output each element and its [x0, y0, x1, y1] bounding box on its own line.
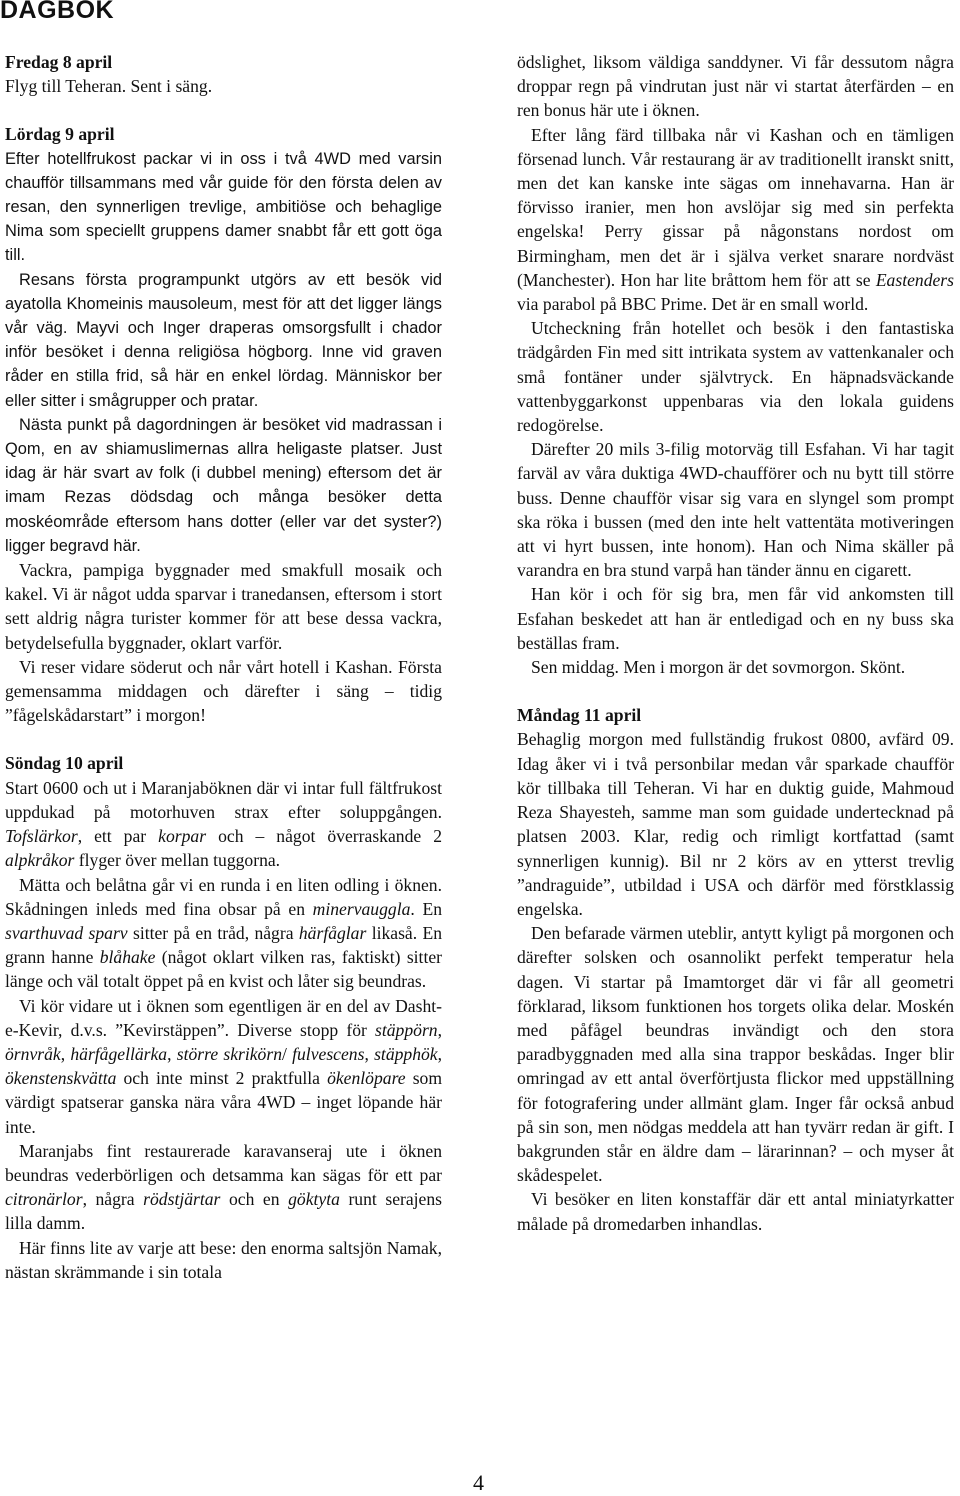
paragraph: Vi kör vidare ut i öknen som egentligen är en del av Dasht-e-Kevir, d.v.s. ”Kevirstäppen”. Diverse stopp för stäppörn, örnvråk, härfågellärka, större skrikörn/ fulvescens, stäpphök, ökenstenskvätta och inte minst 2 praktfulla ökenlöpare som värdigt spatserar ganska nära våra 4WD – inget löpande här inte.	[5, 995, 443, 1137]
paragraph: Maranjabs fint restaurerade karavanseraj ute i öknen beundras vederbörligen och detsamma kan sägas för ett par citronärlor, några rödstjärtar och en göktyta runt serajens lilla damm.	[5, 1140, 443, 1234]
paragraph: Därefter 20 mils 3-filig motorväg till Esfahan. Vi har tagit farväl av våra duktiga 4WD-chaufförer och nu bytt till större buss. Denne chaufför visar sig vara en slyngel som prompt ska röka i bussen (med den inte helt vattentäta motiveringen att vi hyrt bussen, inte honom). Han och Nima skäller på varandra en bra stund varpå han tänder ännu en cigarett.	[517, 439, 954, 581]
paragraph: Utcheckning från hotellet och besök i den fantastiska trädgården Fin med sitt intrikata system av vattenkanaler och små fontäner under självtryck. En häpnadsväckande vattenbyggarkonst uppenbaras via den lokala guidens redogörelse.	[517, 318, 954, 436]
paragraph: Efter hotellfrukost packar vi in oss i två 4WD med varsin chaufför tillsammans med vår guide för den första delen av resan, den synnerligen trevlige, ambitiöse och behaglige Nima som speciellt gruppens damer snabbt får ett gott öga till.	[5, 149, 442, 265]
paragraph: Start 0600 och ut i Maranjaböknen där vi intar full fältfrukost uppdukad på motorhuven strax efter soluppgången. Tofslärkor, ett par korpar och – något överraskande 2 alpkråkor flyger över mellan tuggorna.	[5, 777, 442, 871]
paragraph: Här finns lite av varje att bese: den enorma saltsjön Namak, nästan skrämmande i sin totala	[5, 1237, 442, 1282]
right-column	[517, 50, 954, 1236]
page-number: 4	[473, 1470, 484, 1495]
paragraph: Mätta och belåtna går vi en runda i en liten odling i öknen. Skådningen inleds med fina obsar på en minervauggla. En svarthuvad sparv sitter på en tråd, några härfåglar likaså. En grann hanne blåhake (något oklart vilken ras, faktiskt) sitter länge och väl totalt öppet på en kvist och låter sig beundras.	[5, 874, 443, 992]
entry-heading-friday: Fredag 8 april	[5, 52, 113, 72]
entry-heading-sunday: Söndag 10 april	[5, 753, 124, 774]
paragraph: Vi besöker en liten konstaffär där ett antal miniatyrkatter målade på dromedarben inhandlas.	[517, 1189, 954, 1234]
paragraph: Den befarade värmen uteblir, antytt kyligt på morgonen och därefter solsken och osannolikt perfekt temperatur hela dagen. Vi startar på Imamtorget där vi får all geometri förklarad, liksom funktionen hos torgets olika delar. Moskén med påfågel beundras invändigt och den stora paradbyggnaden med alla sina trappor beskådas. Inger blir omringad av ett antal överförtjusta flickor med uppställning för fotografering under allmänt glam. Inger får också anbud på sin son, men nödgas meddela att han tyvärr redan är gift. I bakgrunden står en äldre dam – lärarinnan? – och myser åt skådespelet.	[517, 923, 954, 1186]
paragraph: Han kör i och för sig bra, men får vid ankomsten till Esfahan beskedet att han är entledigad och en ny buss ska beställas fram.	[517, 584, 954, 653]
paragraph: ödslighet, liksom väldiga sanddyner. Vi får dessutom några droppar regn på vindrutan just när vi startat återfärden – en ren bonus här ute i öknen.	[517, 52, 954, 121]
paragraph: Flyg till Teheran. Sent i säng.	[5, 76, 213, 97]
page-title: DAGBOK	[0, 0, 115, 24]
paragraph: Nästa punkt på dagordningen är besöket vid madrassan i Qom, en av shiamuslimernas allra heligaste platser. Just idag är här svart av folk (i dubbel mening) eftersom det är imam Rezas dödsdag och många besöker detta moskéområde eftersom hans dotter (eller var det syster?) ligger begravd här.	[5, 415, 442, 555]
entry-heading-saturday: Lördag 9 april	[5, 124, 115, 145]
paragraph: Efter lång färd tillbaka når vi Kashan och en tämligen försenad lunch. Vår restaurang är av traditionellt iranskt snitt, men det kan kanske inte sägas om innehavarna. Han är förvisso iranier, men hon avslöjar sig med sin perfekta engelska! Perry gissar på någonstans nordost om Birmingham, men det är i själva verket snarare nordväst (Manchester). Hon har lite bråttom hem för att se Eastenders via parabol på BBC Prime. Det är en small world.	[517, 124, 954, 315]
paragraph: Resans första programpunkt utgörs av ett besök vid ayatolla Khomeinis mausoleum, mest för att det ligger längs vår väg. Mayvi och Inger draperas omsorgsfullt i chador inför besöket i denna religiösa högborg. Inne vid graven råder en stilla frid, så här en enkel lördag. Människor ber eller sitter i smågrupper och pratar.	[5, 270, 442, 410]
paragraph: Vi reser vidare söderut och når vårt hotell i Kashan. Första gemensamma middagen och därefter i säng – tidig ”fågelskådarstart” i morgon!	[5, 656, 442, 726]
left-column	[5, 50, 442, 1284]
paragraph: Behaglig morgon med fullständig frukost 0800, avfärd 09. Idag åker vi i två personbilar medan vår sparkade chaufför kör tillbaka till Teheran. Vi har en duktig guide, Mahmoud Reza Shayesteh, samme man som guidade undertecknad på platsen 2003. Klar, redig och rimligt kortfattad (samt synnerligen kunnig). Bil nr 2 körs av en ytterst trevlig ”andraguide”, utbildad i USA och därför med förstklassig engelska.	[517, 729, 954, 919]
entry-heading-monday: Måndag 11 april	[517, 705, 642, 726]
paragraph: Vackra, pampiga byggnader med smakfull mosaik och kakel. Vi är något udda sparvar i tranedansen, eftersom i stort sett aldrig några turister kommer för att bese dessa vackra, betydelsefulla byggnader, oklart varför.	[5, 560, 442, 653]
paragraph: Sen middag. Men i morgon är det sovmorgon. Skönt.	[531, 657, 906, 678]
